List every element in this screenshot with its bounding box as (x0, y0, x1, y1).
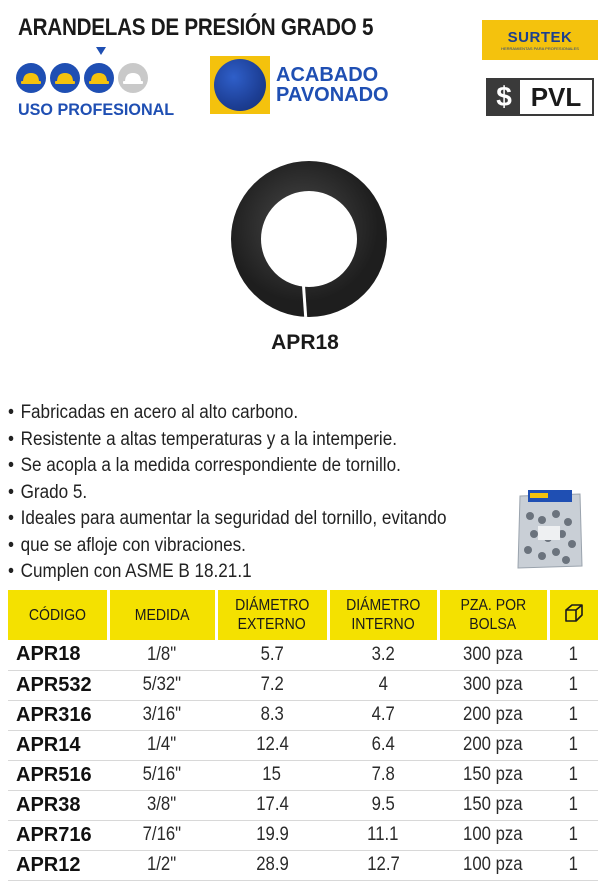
cell-external-diameter: 28.9 (216, 850, 328, 880)
table-row (8, 820, 598, 850)
usage-label: USO PROFESIONAL (18, 100, 175, 119)
helmet-icon (118, 63, 148, 93)
cell-box: 1 (548, 700, 598, 730)
finish-label (276, 65, 389, 105)
feature-item: • Resistente a altas temperaturas y a la intemperie. (8, 427, 458, 454)
cell-code: APR12 (8, 850, 108, 880)
cell-box: 1 (548, 670, 598, 700)
feature-item: • Fabricadas en acero al alto carbono. (8, 400, 458, 427)
cell-internal-diameter: 4 (328, 670, 438, 700)
cell-pieces: 100 pza (438, 850, 548, 880)
cell-external-diameter: 19.9 (216, 820, 328, 850)
cell-box: 1 (548, 730, 598, 760)
cell-size: 5/32" (108, 670, 216, 700)
table-row (8, 850, 598, 880)
box-icon (563, 603, 585, 623)
header-medida: MEDIDA (108, 590, 216, 640)
cell-size: 1/4" (108, 730, 216, 760)
header-piezas-por-bolsa: PZA. POR BOLSA (438, 590, 548, 640)
helmet-icon (84, 63, 114, 93)
helmet-icon (50, 63, 80, 93)
brand-logo (482, 20, 598, 60)
cell-internal-diameter: 6.4 (328, 730, 438, 760)
cell-code: APR14 (8, 730, 108, 760)
cell-pieces: 100 pza (438, 820, 548, 850)
cell-size: 1/8" (108, 640, 216, 670)
cell-internal-diameter: 11.1 (328, 820, 438, 850)
table-row (8, 670, 598, 700)
finish-swatch (210, 56, 270, 114)
header-diametro-externo: DIÁMETRO EXTERNO (216, 590, 328, 640)
header-codigo: CÓDIGO (8, 590, 108, 640)
table-header-row (8, 590, 598, 640)
cell-internal-diameter: 7.8 (328, 760, 438, 790)
level-pointer-icon (96, 47, 106, 55)
finish-line-1: ACABADO (276, 64, 379, 86)
cell-external-diameter: 5.7 (216, 640, 328, 670)
usage-level-helmets (16, 63, 148, 93)
feature-list (8, 400, 508, 586)
cell-box: 1 (548, 760, 598, 790)
table-row (8, 640, 598, 670)
cell-external-diameter: 8.3 (216, 700, 328, 730)
feature-item: • Cumplen con ASME B 18.21.1 (8, 559, 458, 586)
washer-image (225, 155, 393, 323)
feature-item: • Ideales para aumentar la seguridad del tornillo, evitando (8, 506, 458, 533)
cell-size: 7/16" (108, 820, 216, 850)
cell-box: 1 (548, 850, 598, 880)
table-row (8, 730, 598, 760)
cell-pieces: 150 pza (438, 760, 548, 790)
header-box (548, 590, 598, 640)
finish-line-2: PAVONADO (276, 84, 389, 106)
cell-external-diameter: 17.4 (216, 790, 328, 820)
cell-external-diameter: 7.2 (216, 670, 328, 700)
cell-code: APR516 (8, 760, 108, 790)
feature-item: • que se afloje con vibraciones. (8, 533, 458, 560)
cell-box: 1 (548, 790, 598, 820)
dollar-icon: $ (488, 80, 520, 114)
specs-table (8, 590, 598, 881)
cell-code: APR18 (8, 640, 108, 670)
product-code: APR18 (271, 331, 339, 354)
cell-code: APR316 (8, 700, 108, 730)
brand-tagline: HERRAMIENTAS PARA PROFESIONALES (501, 45, 579, 51)
helmet-icon (16, 63, 46, 93)
finish-ball-icon (214, 59, 266, 111)
cell-internal-diameter: 12.7 (328, 850, 438, 880)
cell-code: APR38 (8, 790, 108, 820)
price-tag (486, 78, 594, 116)
cell-internal-diameter: 9.5 (328, 790, 438, 820)
cell-size: 3/8" (108, 790, 216, 820)
cell-pieces: 200 pza (438, 700, 548, 730)
cell-external-diameter: 15 (216, 760, 328, 790)
cell-internal-diameter: 3.2 (328, 640, 438, 670)
cell-size: 1/2" (108, 850, 216, 880)
cell-pieces: 300 pza (438, 670, 548, 700)
table-row (8, 760, 598, 790)
cell-external-diameter: 12.4 (216, 730, 328, 760)
table-row (8, 700, 598, 730)
cell-size: 3/16" (108, 700, 216, 730)
cell-pieces: 150 pza (438, 790, 548, 820)
brand-name: SURTEK (507, 28, 573, 46)
cell-box: 1 (548, 640, 598, 670)
cell-code: APR716 (8, 820, 108, 850)
price-tag-text: PVL (530, 81, 582, 112)
table-row (8, 790, 598, 820)
cell-pieces: 300 pza (438, 640, 548, 670)
feature-item: • Grado 5. (8, 480, 458, 507)
cell-size: 5/16" (108, 760, 216, 790)
cell-pieces: 200 pza (438, 730, 548, 760)
feature-item: • Se acopla a la medida correspondiente de tornillo. (8, 453, 458, 480)
cell-code: APR532 (8, 670, 108, 700)
product-bag-image (516, 486, 584, 572)
cell-box: 1 (548, 820, 598, 850)
header-diametro-interno: DIÁMETRO INTERNO (328, 590, 438, 640)
page-title: ARANDELAS DE PRESIÓN GRADO 5 (18, 14, 374, 41)
cell-internal-diameter: 4.7 (328, 700, 438, 730)
